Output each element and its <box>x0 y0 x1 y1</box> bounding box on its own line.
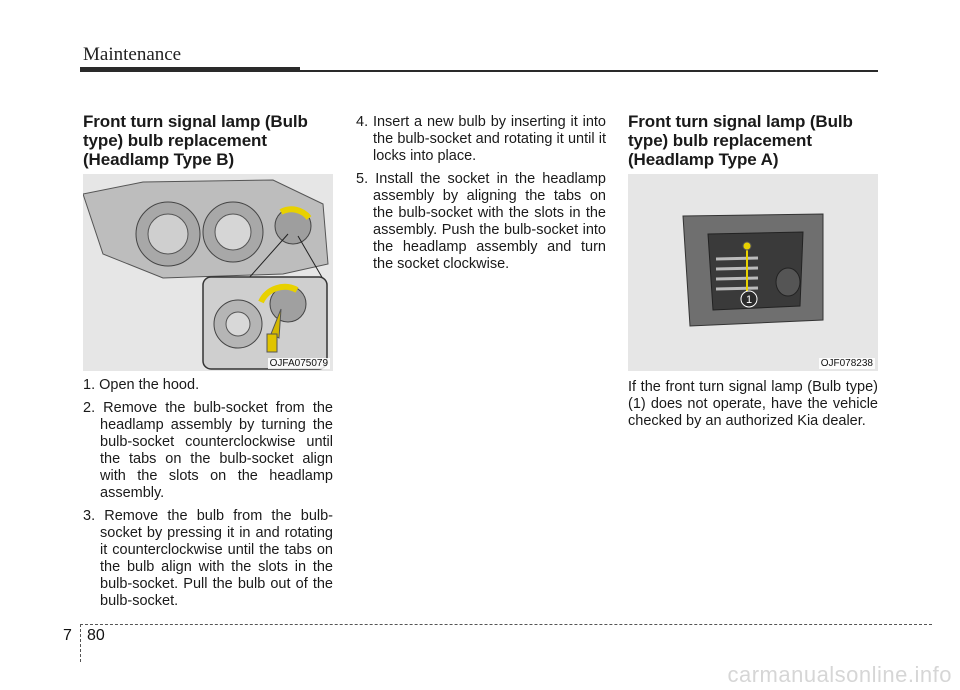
column-1 <box>83 112 333 169</box>
step-4: 4. Insert a new bulb by inserting it into the bulb-socket and rotating it until it locks into place. <box>356 114 606 164</box>
footer-divider <box>80 624 81 662</box>
figure-headlamp-type-a <box>628 174 878 371</box>
heading-headlamp-type-a: Front turn signal lamp (Bulb type) bulb replacement (Headlamp Type A) <box>628 112 853 169</box>
figure-code: OJFA075079 <box>269 358 328 369</box>
heading-headlamp-type-b: Front turn signal lamp (Bulb type) bulb replacement (Headlamp Type B) <box>83 112 308 169</box>
column-2 <box>356 114 606 279</box>
step-2: 2. Remove the bulb-socket from the headlamp assembly by turning the bulb-socket counterclockwise until the tabs on the bulb-socket align with the slots on the headlamp assembly. <box>83 400 333 501</box>
column-3 <box>628 112 878 169</box>
section-title: Maintenance <box>83 44 182 65</box>
page-number: 80 <box>87 627 105 644</box>
bumper-illustration <box>628 174 878 371</box>
paragraph-block <box>628 379 878 430</box>
callout-1: 1 <box>745 294 753 306</box>
header-rule-thick <box>80 67 300 72</box>
steps-list-1 <box>83 377 333 616</box>
body-paragraph: If the front turn signal lamp (Bulb type) (1) does not operate, have the vehicle checked by an authorized Kia dealer. <box>628 379 878 429</box>
figure-headlamp-type-b <box>83 174 333 371</box>
step-1: 1. Open the hood. <box>83 377 200 393</box>
headlamp-illustration <box>83 174 333 371</box>
watermark: carmanualsonline.info <box>727 662 952 687</box>
header-rule-thin <box>300 70 878 72</box>
step-3: 3. Remove the bulb from the bulb-socket by pressing it in and rotating it counterclockwise until the tabs on the bulb align with the slots in the bulb-socket. Pull the bulb out of the bulb-socket. <box>83 508 333 609</box>
step-5: 5. Install the socket in the headlamp assembly by aligning the tabs on the bulb-socket with the slots in the assembly. Push the bulb-socket into the headlamp assembly and turn the socket clockwise. <box>356 171 606 272</box>
chapter-number: 7 <box>63 627 72 644</box>
footer-rule <box>80 624 932 625</box>
figure-code: OJF078238 <box>820 358 873 369</box>
